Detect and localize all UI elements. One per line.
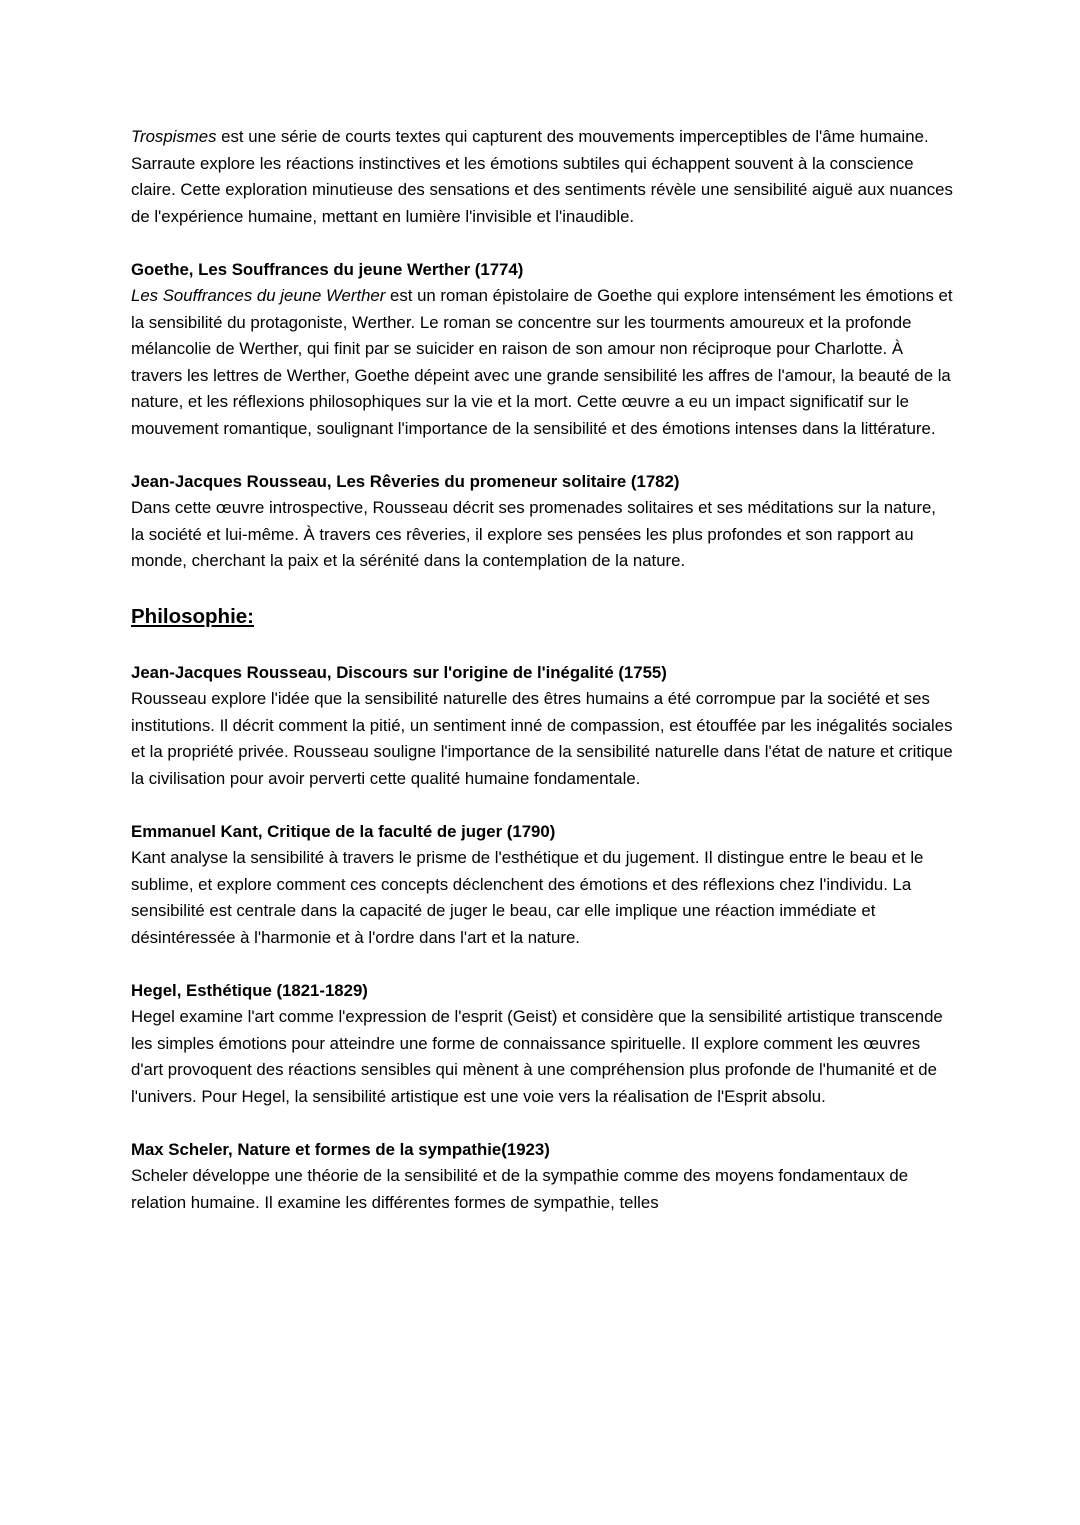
section-goethe-werther [131, 257, 953, 443]
section-hegel-esthetique [131, 978, 953, 1111]
section-heading: Goethe, Les Souffrances du jeune Werther (1774) [131, 259, 524, 279]
section-body [131, 283, 953, 442]
section-kant-critique [131, 819, 953, 952]
section-body-text: Kant analyse la sensibilité à travers le prisme de l'esthétique et du jugement. Il distingue entre le beau et le sublime, et explore comment ces concepts déclenchent des émotions et des réflexions chez l'individu. La sensibilité est centrale dans la capacité de juger le beau, car elle implique une réaction immédiate et désintéressée à l'harmonie et à l'ordre dans l'art et la nature. [131, 848, 924, 947]
section-heading: Jean-Jacques Rousseau, Les Rêveries du promeneur solitaire (1782) [131, 471, 680, 491]
intro-paragraph [131, 124, 953, 230]
section-body [131, 686, 953, 792]
intro-work-title: Trospismes [131, 127, 217, 146]
philosophy-section-heading: Philosophie: [131, 605, 254, 628]
section-heading: Hegel, Esthétique (1821-1829) [131, 980, 368, 1000]
section-heading: Jean-Jacques Rousseau, Discours sur l'origine de l'inégalité (1755) [131, 662, 667, 682]
document-page [131, 124, 953, 1243]
section-body-text: Hegel examine l'art comme l'expression de l'esprit (Geist) et considère que la sensibilité artistique transcende les simples émotions pour atteindre une forme de connaissance spirituelle. Il explore comment les œuvres d'art provoquent des réactions sensibles qui mènent à une compréhension plus profonde de l'humanité et de l'univers. Pour Hegel, la sensibilité artistique est une voie vers la réalisation de l'Esprit absolu. [131, 1007, 943, 1106]
section-rousseau-discours [131, 660, 953, 793]
section-body-text: Dans cette œuvre introspective, Rousseau décrit ses promenades solitaires et ses méditations sur la nature, la société et lui-même. À travers ces rêveries, il explore ses pensées les plus profondes et son rapport au monde, cherchant la paix et la sérénité dans la contemplation de la nature. [131, 498, 936, 570]
section-body [131, 495, 953, 575]
intro-paragraph-text: est une série de courts textes qui capturent des mouvements imperceptibles de l'âme humaine. Sarraute explore les réactions instinctives et les émotions subtiles qui échappent souvent à la conscience claire. Cette exploration minutieuse des sensations et des sentiments révèle une sensibilité aiguë aux nuances de l'expérience humaine, mettant en lumière l'invisible et l'inaudible. [131, 127, 953, 226]
section-heading: Max Scheler, Nature et formes de la sympathie(1923) [131, 1139, 550, 1159]
section-body [131, 1163, 953, 1216]
section-body-text: Rousseau explore l'idée que la sensibilité naturelle des êtres humains a été corrompue par la société et ses institutions. Il décrit comment la pitié, un sentiment inné de compassion, est étouffée par les inégalités sociales et la propriété privée. Rousseau souligne l'importance de la sensibilité naturelle dans l'état de nature et critique la civilisation pour avoir perverti cette qualité humaine fondamentale. [131, 689, 953, 788]
work-title-italic: Les Souffrances du jeune Werther [131, 286, 386, 305]
section-scheler-sympathie [131, 1137, 953, 1217]
section-heading: Emmanuel Kant, Critique de la faculté de juger (1790) [131, 821, 556, 841]
section-body [131, 1004, 953, 1110]
section-rousseau-reveries [131, 469, 953, 575]
section-body-text: est un roman épistolaire de Goethe qui explore intensément les émotions et la sensibilité du protagoniste, Werther. Le roman se concentre sur les tourments amoureux et la profonde mélancolie de Werther, qui finit par se suicider en raison de son amour non réciproque pour Charlotte. À travers les lettres de Werther, Goethe dépeint avec une grande sensibilité les affres de l'amour, la beauté de la nature, et les réflexions philosophiques sur la vie et la mort. Cette œuvre a eu un impact significatif sur le mouvement romantique, soulignant l'importance de la sensibilité et des émotions intenses dans la littérature. [131, 286, 953, 438]
section-body-text: Scheler développe une théorie de la sensibilité et de la sympathie comme des moyens fondamentaux de relation humaine. Il examine les différentes formes de sympathie, telles [131, 1166, 909, 1212]
section-body [131, 845, 953, 951]
